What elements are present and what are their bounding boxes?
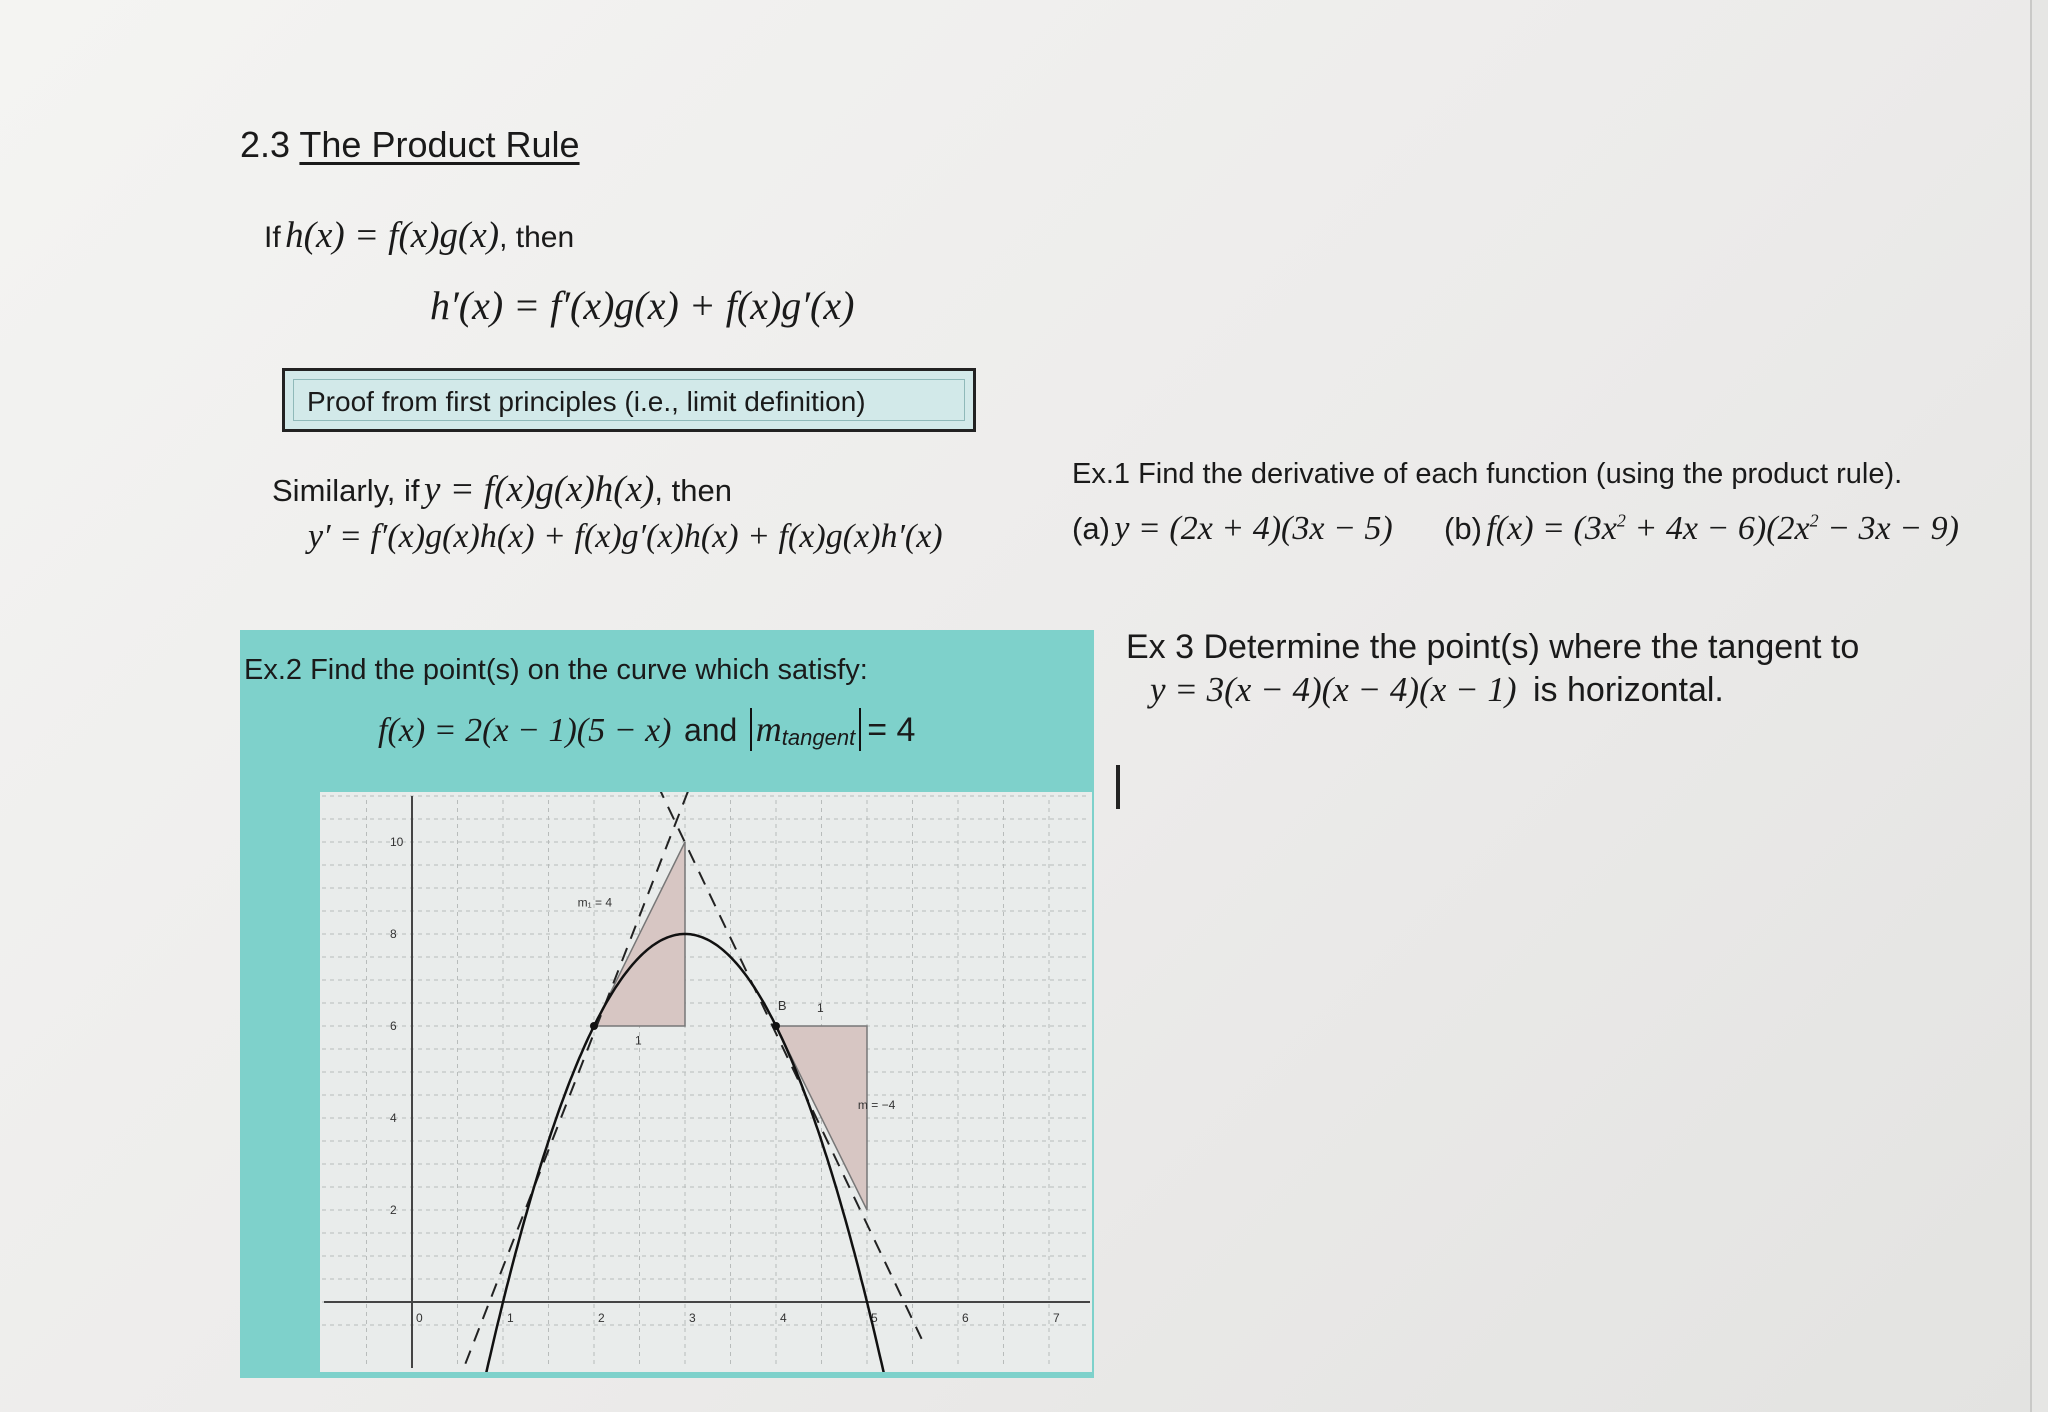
section-title <box>240 124 580 166</box>
ex2-and: and <box>683 712 738 748</box>
tangent-point-b <box>772 1022 780 1030</box>
ex1-b-label: (b) <box>1444 511 1482 546</box>
ex2-function: f(x) = 2(x − 1)(5 − x) <box>378 712 672 749</box>
ex2-prompt: Ex.2 Find the point(s) on the curve which satisfy: <box>244 654 868 686</box>
section-title-text: The Product Rule <box>299 124 580 165</box>
similarly-statement <box>272 468 732 511</box>
text-cursor <box>1116 765 1120 809</box>
ex3-line2 <box>1150 670 1724 710</box>
ex1-prompt: Ex.1 Find the derivative of each function (using the product rule). <box>1072 458 1903 490</box>
tangent-point-a <box>590 1022 598 1030</box>
y-tick-label: 4 <box>390 1111 397 1125</box>
x-tick-label: 0 <box>416 1311 423 1325</box>
parabola-graph <box>320 792 1092 1372</box>
ex3-suffix: is horizontal. <box>1533 671 1724 709</box>
graph-area <box>320 792 1092 1372</box>
x-tick-label: 5 <box>871 1311 878 1325</box>
x-tick-label: 6 <box>962 1311 969 1325</box>
slope-label-left: m₁ = 4 <box>577 895 613 910</box>
ex2-condition <box>378 708 915 751</box>
ex3-prompt: Ex 3 Determine the point(s) where the tangent to <box>1126 628 1860 666</box>
similarly-derivative: y′ = f′(x)g(x)h(x) + f(x)g′(x)h(x) + f(x)g(x)h′(x) <box>308 518 943 555</box>
then-word: , then <box>499 221 575 254</box>
x-tick-label: 2 <box>598 1311 605 1325</box>
ex1-a-label: (a) <box>1072 511 1110 546</box>
ex2-abs-slope: $m_{tangent}$ <box>750 708 861 751</box>
similarly-suffix: , then <box>654 473 732 508</box>
proof-label: Proof from first principles (i.e., limit definition) <box>307 386 866 417</box>
rule-derivative: h′(x) = f′(x)g(x) + f(x)g′(x) <box>430 283 855 328</box>
ex1-a-expr: y = (2x + 4)(3x − 5) <box>1114 510 1393 547</box>
y-tick-label: 8 <box>390 927 397 941</box>
ex1-b-expr: $f(x) = (3x^2 + 4x - 6)(2x^2 - 3x - 9)$ <box>1486 510 1959 547</box>
x-tick-label: 1 <box>507 1311 514 1325</box>
similarly-prefix: Similarly, if <box>272 473 420 508</box>
similarly-function: y = f(x)g(x)h(x) <box>424 469 655 510</box>
ex1-part-a <box>1072 510 1393 548</box>
x-tick-label: 3 <box>689 1311 696 1325</box>
y-tick-label: 6 <box>390 1019 397 1033</box>
rule-statement <box>264 214 574 257</box>
point-label-b: B <box>777 997 787 1013</box>
ex3-expr: y = 3(x − 4)(x − 4)(x − 1) <box>1150 670 1517 709</box>
ex1-part-b <box>1444 510 1959 548</box>
run-label-left: 1 <box>634 1033 642 1048</box>
run-label-right: 1 <box>816 1001 824 1016</box>
section-number: 2.3 <box>240 124 291 165</box>
slope-label-right: m = −4 <box>857 1097 896 1112</box>
x-tick-label: 4 <box>780 1311 787 1325</box>
ex2-equals: = 4 <box>867 711 916 749</box>
if-word: If <box>264 221 281 254</box>
tangent-line-right <box>658 792 922 1339</box>
y-tick-label: 10 <box>390 835 404 849</box>
y-tick-label: 2 <box>390 1203 397 1217</box>
x-tick-label: 7 <box>1053 1311 1060 1325</box>
rule-function: h(x) = f(x)g(x) <box>285 215 500 256</box>
proof-box <box>282 368 976 432</box>
